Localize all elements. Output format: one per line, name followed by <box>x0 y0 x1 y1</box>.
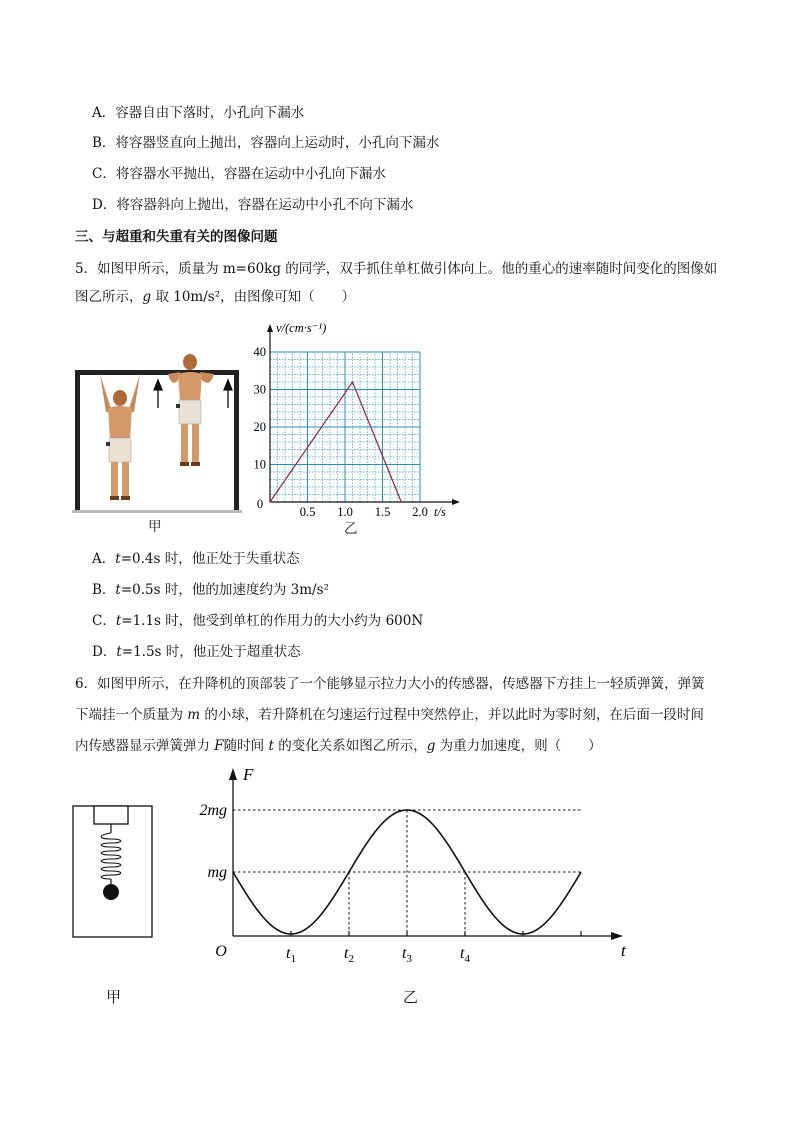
up-arrow-left <box>154 380 162 408</box>
up-arrow-right <box>224 380 232 408</box>
y-tick-label: 20 <box>253 420 266 434</box>
q4-option-c: C．将容器水平抛出，容器在运动中小孔向下漏水 <box>92 166 386 182</box>
q6-fig-label-left: 甲 <box>106 988 122 1006</box>
spring-sensor-diagram <box>72 805 154 938</box>
y-tick-label: 30 <box>253 382 266 397</box>
velocity-time-graph <box>250 320 470 520</box>
y-tick-label-mg: mg <box>207 864 227 881</box>
x-axis-label: t <box>621 941 626 960</box>
q5-fig-label-left: 甲 <box>148 519 162 535</box>
x-tick-label: $t_2$ <box>344 945 354 965</box>
q6-fig-label-right: 乙 <box>403 988 419 1006</box>
pullup-post-left <box>75 370 80 512</box>
y-axis-label: F <box>243 765 254 784</box>
velocity-data-point <box>352 381 354 383</box>
velocity-data-point <box>400 501 402 503</box>
y-tick-label: 40 <box>253 345 266 359</box>
section-heading: 三、与超重和失重有关的图像问题 <box>75 229 278 245</box>
x-axis-arrow <box>611 932 623 940</box>
y-axis-arrow <box>229 768 237 780</box>
q6-stem-line1: 6．如图甲所示，在升降机的顶部装了一个能够显示拉力大小的传感器，传感器下方挂上一轻质弹簧，弹簧 <box>75 676 705 692</box>
q5-option-b: B．t=0.5s 时，他的加速度约为 3m/s² <box>92 582 329 598</box>
x-tick-label: 2.0 <box>412 505 428 519</box>
q4-option-b: B．将容器竖直向上抛出，容器向上运动时，小孔向下漏水 <box>92 135 440 151</box>
x-tick-label: $t_4$ <box>460 945 470 965</box>
velocity-data-point <box>269 501 271 503</box>
origin-label: O <box>215 943 227 960</box>
q5-option-a: A．t=0.4s 时，他正处于失重状态 <box>92 551 300 567</box>
x-axis-label: t/s <box>434 505 446 519</box>
ball <box>103 884 119 900</box>
y-tick-label-2mg: 2mg <box>199 802 227 819</box>
x-tick-label: 1.5 <box>374 505 391 519</box>
force-time-graph <box>185 758 635 970</box>
x-axis-arrow <box>452 499 460 505</box>
q5-option-c: C．t=1.1s 时，他受到单杠的作用力的大小约为 600N <box>92 613 424 629</box>
x-tick-label: 0.5 <box>299 505 316 519</box>
pullup-bar <box>75 370 239 375</box>
y-axis-arrow <box>267 324 273 332</box>
spring <box>101 833 121 879</box>
force-sensor <box>94 806 128 824</box>
q6-stem-line3: 内传感器显示弹簧弹力 F随时间 t 的变化关系如图乙所示，g 为重力加速度，则（ ） <box>75 738 602 754</box>
q6-stem-line2: 下端挂一个质量为 m 的小球，若升降机在匀速运行过程中突然停止，并以此时为零时刻，在后面一段时间 <box>75 707 704 723</box>
y-tick-label: 10 <box>253 457 266 472</box>
x-tick-label: $t_3$ <box>402 945 412 965</box>
q4-option-d: D．将容器斜向上抛出，容器在运动中小孔不向下漏水 <box>92 197 414 213</box>
q4-option-a: A．容器自由下落时，小孔向下漏水 <box>92 105 305 121</box>
x-tick-label: $t_1$ <box>286 945 296 965</box>
person-hanging <box>100 374 140 500</box>
pullup-post-right <box>234 370 239 512</box>
y-axis-label: v/(cm·s⁻¹) <box>276 321 327 335</box>
floor-line <box>72 510 242 513</box>
q5-stem-line1: 5．如图甲所示，质量为 m=60kg 的同学，双手抓住单杠做引体向上。他的重心的速率随时间变化的图像如 <box>75 261 718 277</box>
q5-stem-line2: 图乙所示，g 取 10m/s²，由图像可知（ ） <box>75 289 356 305</box>
x-tick-label: 1.0 <box>337 505 353 519</box>
q5-option-d: D．t=1.5s 时，他正处于超重状态 <box>92 644 301 660</box>
q5-fig-label-right: 乙 <box>344 521 358 537</box>
pullup-illustration <box>72 350 242 540</box>
origin-label: 0 <box>256 497 264 511</box>
